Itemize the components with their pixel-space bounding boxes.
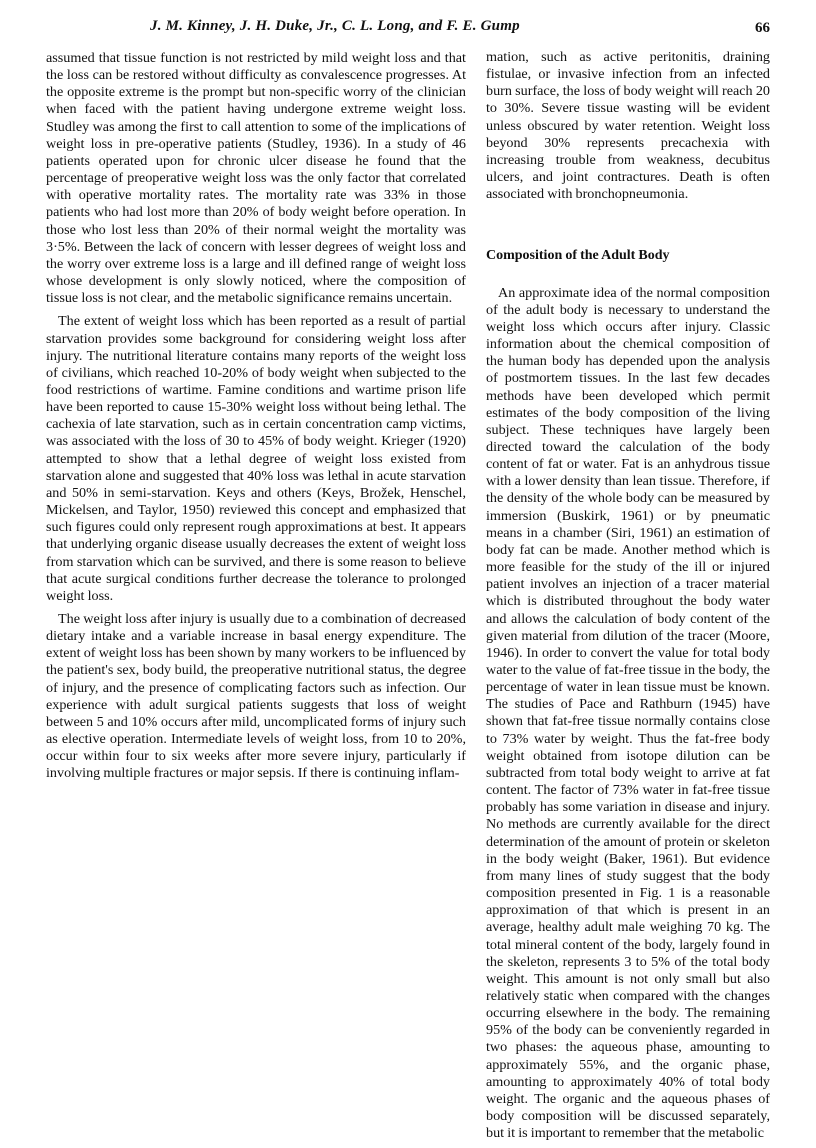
right-column — [486, 49, 770, 1148]
section-heading: Composition of the Adult Body — [486, 248, 670, 264]
paragraph: The weight loss after injury is usually due to a combination of decreased dietary intake and a variable increase in basal energy expenditure. The extent of weight loss has been shown by many workers to be influenced by the patient's sex, body build, the preoperative nutritional status, the degree of injury, and the presence of complicating factors such as infection. Our experience with adult surgical patients suggests that loss of weight between 5 and 10% occurs after mild, uncomplicated forms of injury such as elective operation. Intermediate levels of weight loss, from 10 to 20%, occur within four to six weeks after more severe injury, particularly if involving multiple fractures or major sepsis. If there is continuing inflam- — [46, 611, 466, 782]
paragraph: The extent of weight loss which has been reported as a result of partial starvation provides some background for considering weight loss after injury. The nutritional literature contains many reports of the weight loss of civilians, which reached 10-20% of body weight when subjected to the food restrictions of wartime. Famine conditions and wartime prison life have been reported to cause 15-30% weight loss without being lethal. The cachexia of late starvation, such as in certain concentration camp victims, was associated with the loss of 30 to 45% of body weight. Krieger (1920) attempted to show that a lethal degree of weight loss existed from starvation alone and suggested that 40% loss was lethal in acute starvation and 50% in semi-starvation. Keys and others (Keys, Brožek, Henschel, Mickelsen, and Taylor, 1950) reviewed this concept and emphasized that such figures could only represent rough approximations at best. It appears that underlying organic disease usually decreases the extent of weight loss from starvation which can be survived, and there is some reason to believe that acute surgical conditions further decrease the tolerance to prolonged weight loss. — [46, 313, 466, 604]
page-number: 66 — [755, 20, 770, 36]
paragraph: assumed that tissue function is not restricted by mild weight loss and that the loss can be restored without difficulty as convalescence progresses. At the opposite extreme is the prompt but non-specific worry of the clinician when faced with the patient having undergone extreme weight loss. Studley was among the first to call attention to some of the implications of weight loss in pre-operative patients (Studley, 1936). In a study of 46 patients operated upon for chronic ulcer disease he found that the percentage of preoperative weight loss was the only factor that correlated with operative mortality rates. The mortality rate was 33% in those patients who had lost more than 20% of body weight before operation. In those who lost less than 20% of their normal weight the mortality was 3·5%. Between the lack of concern with lesser degrees of weight loss and the worry over extreme loss is a large and ill defined range of weight loss whose development is only slowly noticed, where the composition of tissue loss is not clear, and the metabolic significance remains uncertain. — [46, 50, 466, 307]
paragraph: mation, such as active peritonitis, draining fistulae, or invasive infection from an infected burn surface, the loss of body weight will reach 20 to 30%. Severe tissue wasting will be evident unless obscured by water retention. Weight loss beyond 30% represents precachexia with increasing trouble from weakness, decubitus ulcers, and joint contractures. Death is often associated with bronchopneumonia. — [486, 49, 770, 203]
paragraph: An approximate idea of the normal composition of the adult body is necessary to understand the weight loss which occurs after injury. Classic information about the chemical composition of the human body has depended upon the analysis of postmortem tissues. In the last few decades methods have been developed which permit estimates of the body composition of the living subject. These techniques have largely been directed toward the calculation of the body content of fat or water. Fat is an anhydrous tissue with a lower density than lean tissue. Therefore, if the density of the whole body can be measured by immersion (Buskirk, 1961) or by pneumatic means in a chamber (Siri, 1961) an estimation of body fat can be made. Another method which is more feasible for the study of the ill or injured patient involves an injection of a tracer material which is distributed throughout the body water and allows the calculation of body content of the given material from dilution of the tracer (Moore, 1946). In order to convert the value for total body water to the value of fat-free tissue in the body, the percentage of water in lean tissue must be known. The studies of Pace and Rathburn (1945) have shown that fat-free tissue normally contains close to 73% water by weight. Thus the fat-free body weight obtained from isotope dilution can be subtracted from total body weight to arrive at fat content. The factor of 73% water in fat-free tissue probably has some variation in disease and injury. No methods are currently available for the direct determination of the amount of protein or skeleton in the body weight (Baker, 1961). But evidence from many lines of study suggest that the body composition presented in Fig. 1 is a reasonable approximation of that which is present in an average, healthy adult male weighing 70 kg. The total mineral content of the body, largely found in the skeleton, represents 3 to 5% of the total body weight. This amount is not only small but also relatively static when compared with the changes occurring elsewhere in the body. The remaining 95% of the body can be conveniently regarded in two phases: the aqueous phase, amounting to approximately 55%, and the organic phase, amounting to approximately 40% of total body weight. The organic and the aqueous phases of body composition will be discussed separately, but it is important to remember that the metabolic — [486, 284, 770, 1142]
left-column — [46, 50, 466, 789]
running-header-authors: J. M. Kinney, J. H. Duke, Jr., C. L. Long, and F. E. Gump — [150, 18, 520, 34]
